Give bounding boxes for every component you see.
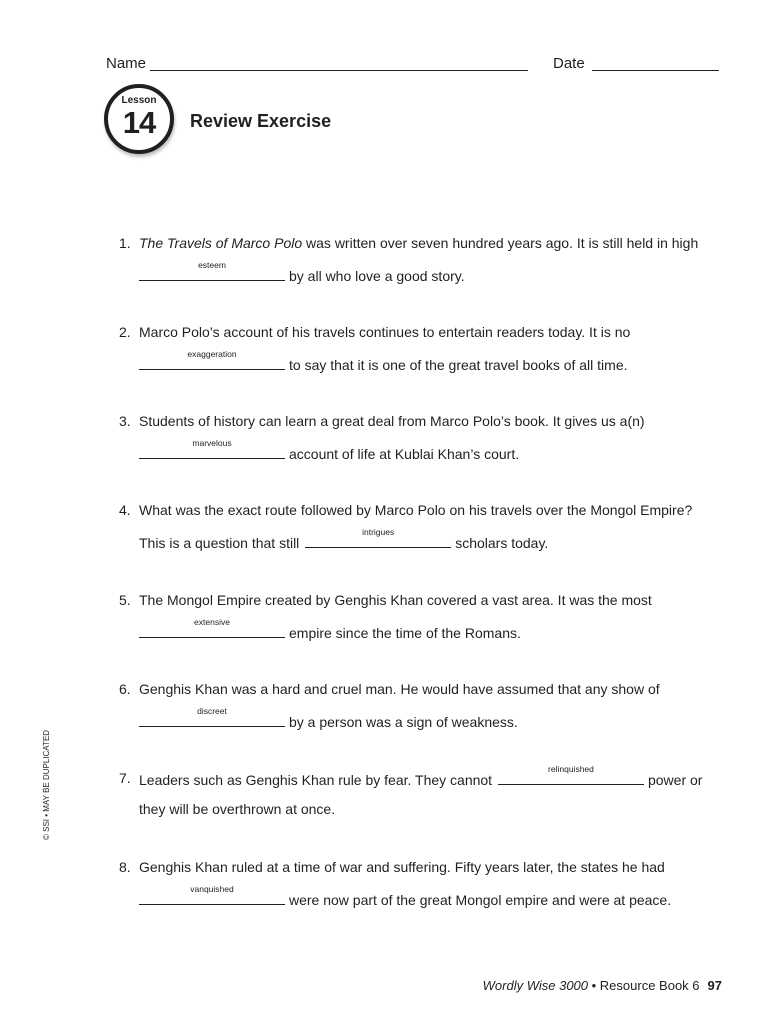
question-text-continued: empire since the time of the Romans. bbox=[289, 625, 521, 641]
question-text-continued: by all who love a good story. bbox=[289, 268, 465, 284]
question-text: What was the exact route followed by Marco Polo on his travels over the Mongol Empire? bbox=[139, 502, 693, 518]
date-label: Date bbox=[553, 55, 585, 72]
question-text-continued: by a person was a sign of weakness. bbox=[289, 714, 518, 730]
answer-blank[interactable] bbox=[139, 260, 285, 281]
question-text: The Mongol Empire created by Genghis Khan covered a vast area. It was the most bbox=[139, 592, 652, 608]
answer-text: extensive bbox=[194, 617, 230, 627]
resource-title: Resource Book 6 bbox=[599, 978, 700, 993]
question-number: 7. bbox=[119, 770, 131, 786]
answer-text: esteem bbox=[198, 260, 226, 270]
question-number: 4. bbox=[119, 502, 131, 518]
answer-blank[interactable] bbox=[139, 706, 285, 727]
question-text-lead: This is a question that still bbox=[139, 535, 300, 551]
question-text: was written over seven hundred years ago. It is still held in high bbox=[302, 235, 699, 251]
question-number: 3. bbox=[119, 413, 131, 429]
page-number: 97 bbox=[707, 978, 722, 993]
answer-text: discreet bbox=[197, 706, 227, 716]
page-footer bbox=[483, 978, 722, 993]
answer-text: marvelous bbox=[192, 438, 232, 448]
question-text: Leaders such as Genghis Khan rule by fear. They cannot bbox=[139, 772, 493, 788]
footer-separator: • bbox=[588, 978, 600, 993]
answer-text: exaggeration bbox=[187, 349, 237, 359]
name-label: Name bbox=[106, 55, 147, 72]
answer-text: vanquished bbox=[190, 884, 234, 894]
name-field-line[interactable] bbox=[150, 70, 528, 71]
answer-text: intrigues bbox=[362, 527, 395, 537]
question-text: Genghis Khan ruled at a time of war and suffering. Fifty years later, the states he had bbox=[139, 859, 665, 875]
question-text-line2: they will be overthrown at once. bbox=[139, 801, 336, 817]
lesson-badge bbox=[104, 84, 174, 154]
question-number: 5. bbox=[119, 592, 131, 608]
page-title: Review Exercise bbox=[190, 111, 332, 131]
lesson-word: Lesson bbox=[121, 95, 157, 106]
answer-blank[interactable] bbox=[305, 527, 451, 548]
question-text: Genghis Khan was a hard and cruel man. He would have assumed that any show of bbox=[139, 681, 660, 697]
question-text-continued: were now part of the great Mongol empire and were at peace. bbox=[289, 892, 672, 908]
answer-text: relinquished bbox=[548, 764, 594, 774]
question-number: 1. bbox=[119, 235, 131, 251]
book-title-italic: The Travels of Marco Polo bbox=[139, 235, 303, 251]
answer-blank[interactable] bbox=[139, 438, 285, 459]
answer-blank[interactable] bbox=[498, 764, 644, 785]
answer-blank[interactable] bbox=[139, 617, 285, 638]
question-number: 6. bbox=[119, 681, 131, 697]
copyright-notice: © SSI • MAY BE DUPLICATED bbox=[42, 729, 51, 840]
question-text: Marco Polo’s account of his travels continues to entertain readers today. It is no bbox=[139, 324, 631, 340]
question-text-continued: power or bbox=[647, 772, 703, 788]
answer-blank[interactable] bbox=[139, 884, 285, 905]
book-title: Wordly Wise 3000 bbox=[482, 978, 589, 993]
question-text-continued: account of life at Kublai Khan’s court. bbox=[289, 446, 520, 462]
lesson-number: 14 bbox=[122, 105, 156, 140]
question-number: 2. bbox=[119, 324, 131, 340]
question-number: 8. bbox=[119, 859, 131, 875]
date-field-line[interactable] bbox=[592, 70, 719, 71]
question-text: Students of history can learn a great deal from Marco Polo’s book. It gives us a(n) bbox=[139, 413, 645, 429]
question-text-continued: to say that it is one of the great travel books of all time. bbox=[289, 357, 628, 373]
question-text-continued: scholars today. bbox=[455, 535, 549, 551]
answer-blank[interactable] bbox=[139, 349, 285, 370]
